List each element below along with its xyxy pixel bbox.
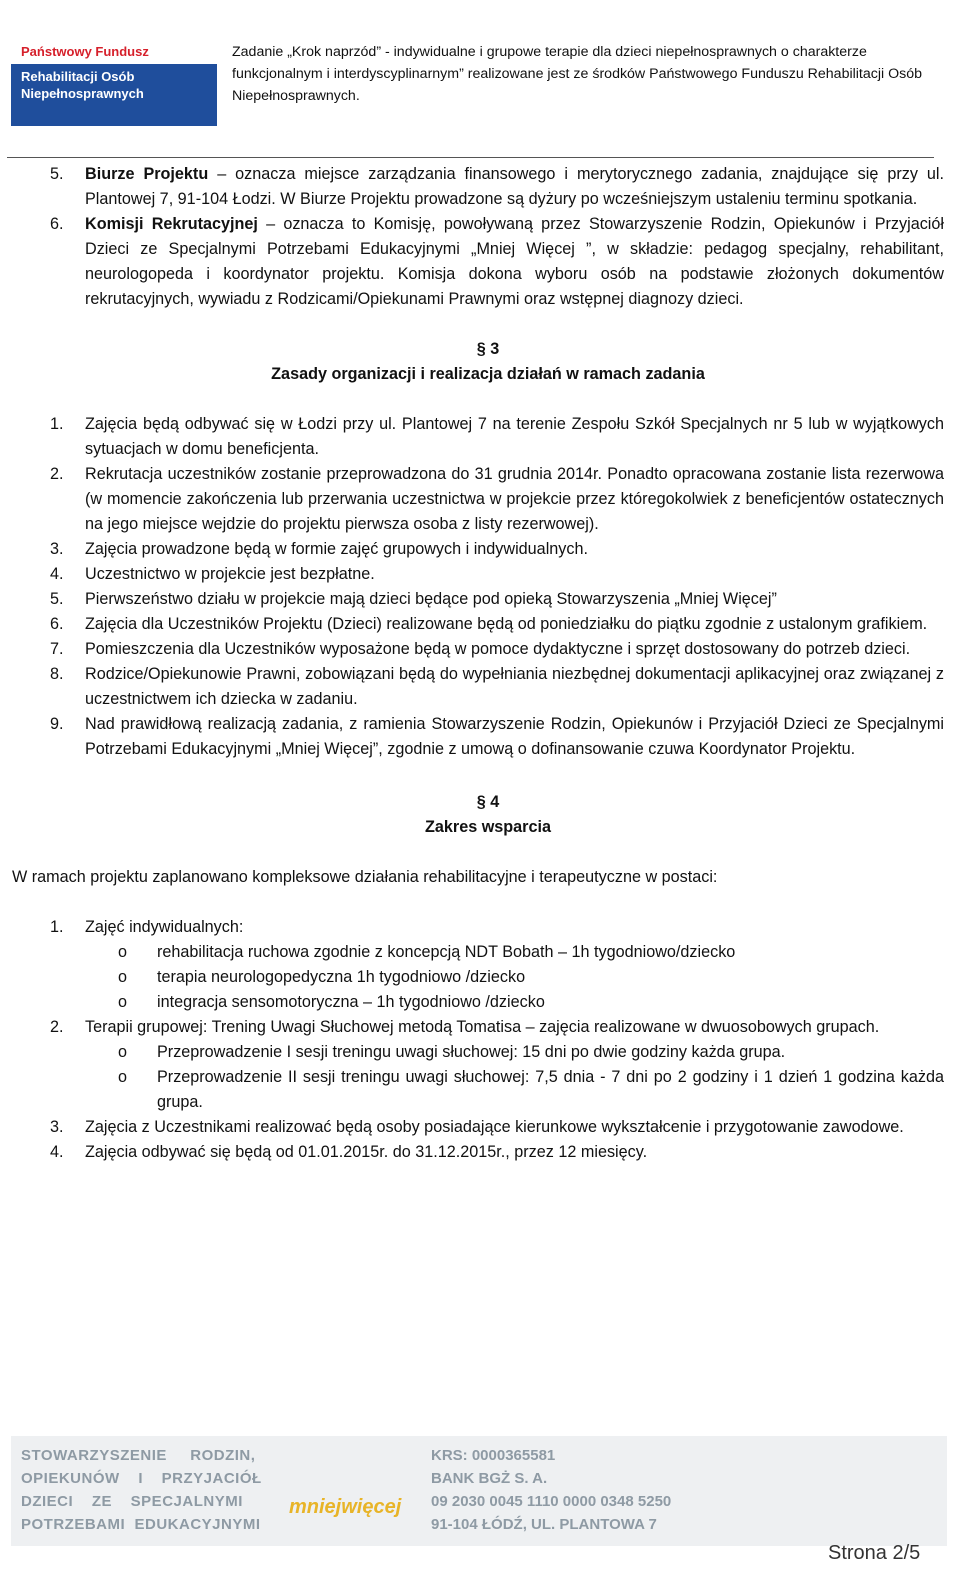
list-item <box>32 537 944 562</box>
definition-text: – oznacza to Komisję, powoływaną przez Stowarzyszenie Rodzin, Opiekunów i Przyjaciół Dzieci ze Specjalnymi Potrzebami Edukacyjnymi „Mniej Więcej ”, w składzie: pedagog specjalny, rehabilitant, neurologopeda i koordynator projektu. Komisja dokona wyboru osób na podstawie złożonych dokumentów rekrutacyjnych, wywiadu z Rodzicami/Opiekunami Prawnymi oraz wstępnej diagnozy dzieci. <box>85 215 944 308</box>
footer-line: STOWARZYSZENIE RODZIN, <box>21 1447 256 1464</box>
item-text: Zajęcia dla Uczestników Projektu (Dzieci) realizowane będą od poniedziałku do piątku zgodnie z ustalonym grafikiem. <box>85 615 928 633</box>
sub-list-item <box>32 965 944 990</box>
document-body <box>12 162 944 1165</box>
item-text: Zajęcia odbywać się będą od 01.01.2015r. do 31.12.2015r., przez 12 miesięcy. <box>85 1143 648 1161</box>
item-text: Rekrutacja uczestników zostanie przeprowadzona do 31 grudnia 2014r. Ponadto opracowana zostanie lista rezerwowa (w momencie zakończenia lub przerwania uczestnictwa w projekcie przez któregokolwiek z beneficjentów ostatecznych na jego miejsce wejdzie do projektu pierwsza osoba z listy rezerwowej). <box>85 465 944 533</box>
list-item <box>32 412 944 462</box>
footer-line: POTRZEBAMI EDUKACYJNYMI <box>21 1516 261 1533</box>
item-number: 3. <box>50 540 64 558</box>
item-number: 7. <box>50 640 64 658</box>
sub-item-text: rehabilitacja ruchowa zgodnie z koncepcją NDT Bobath – 1h tygodniowo/dziecko <box>157 943 736 961</box>
list-item <box>32 587 944 612</box>
list-item <box>32 1015 944 1040</box>
footer-line: 91-104 ŁÓDŹ, UL. PLANTOWA 7 <box>431 1516 657 1533</box>
item-number: 4. <box>50 565 64 583</box>
logo-title: Państwowy Fundusz <box>21 44 149 59</box>
sub-item-text: integracja sensomotoryczna – 1h tygodniowo /dziecko <box>157 993 545 1011</box>
item-number: 5. <box>50 590 64 608</box>
footer-line: 09 2030 0045 1110 0000 0348 5250 <box>431 1493 672 1510</box>
definition-term: Komisji Rekrutacyjnej <box>85 215 258 233</box>
item-number: 9. <box>50 715 64 733</box>
item-text: Zajęcia z Uczestnikami realizować będą osoby posiadające kierunkowe wykształcenie i przygotowanie zawodowe. <box>85 1118 904 1136</box>
item-number: 6. <box>50 215 64 233</box>
bullet-icon: o <box>118 993 128 1011</box>
logo-subtitle <box>21 68 144 102</box>
list-item <box>32 612 944 637</box>
sub-list-item <box>32 1065 944 1115</box>
list-item <box>32 662 944 712</box>
item-number: 2. <box>50 1018 64 1036</box>
item-number: 5. <box>50 165 64 183</box>
definition-item <box>32 212 944 312</box>
pfron-logo <box>11 6 217 126</box>
sub-item-text: Przeprowadzenie II sesji treningu uwagi słuchowej: 7,5 dnia - 7 dni po 2 godziny i 1 dzień 1 godzina każda grupa. <box>157 1068 944 1111</box>
sub-list-item <box>32 1040 944 1065</box>
footer-line: OPIEKUNÓW I PRZYJACIÓŁ <box>21 1470 262 1487</box>
item-text: Nad prawidłową realizacją zadania, z ramienia Stowarzyszenie Rodzin, Opiekunów i Przyjaciół Dzieci ze Specjalnymi Potrzebami Edukacyjnymi „Mniej Więcej”, zgodnie z umową o dofinansowanie czuwa Koordynator Projektu. <box>85 715 944 758</box>
list-item <box>32 712 944 762</box>
footer-line: BANK BGŻ S. A. <box>431 1470 548 1487</box>
sub-list-item <box>32 990 944 1015</box>
item-text: Zajęcia będą odbywać się w Łodzi przy ul. Plantowej 7 na terenie Zespołu Szkół Specjalnych nr 5 lub w wyjątkowych sytuacjach w domu beneficjenta. <box>85 415 944 458</box>
item-number: 1. <box>50 918 64 936</box>
header-text: Zadanie „Krok naprzód” - indywidualne i grupowe terapie dla dzieci niepełnosprawnych o charakterze funkcjonalnym i interdyscyplinarnym” realizowane jest ze środków Państwowego Funduszu Rehabilitacji Osób Niepełnosprawnych. <box>232 44 922 104</box>
item-text: Zajęć indywidualnych: <box>85 918 244 936</box>
footer-contact <box>431 1444 671 1536</box>
footer-line: DZIECI ZE SPECJALNYMI <box>21 1493 243 1510</box>
section-3-mark: § 3 <box>476 340 500 358</box>
bullet-icon: o <box>118 968 128 986</box>
bullet-icon: o <box>118 1068 128 1086</box>
section-4-intro: W ramach projektu zaplanowano kompleksowe działania rehabilitacyjne i terapeutyczne w postaci: <box>12 868 718 886</box>
item-text: Rodzice/Opiekunowie Prawni, zobowiązani będą do wypełniania niezbędnej dokumentacji aplikacyjnej oraz związanej z uczestnictwem ich dziecka w zadaniu. <box>85 665 944 708</box>
footer-banner <box>11 1436 947 1546</box>
sub-list-item <box>32 940 944 965</box>
list-item <box>32 1115 944 1140</box>
sub-item-text: Przeprowadzenie I sesji treningu uwagi słuchowej: 15 dni po dwie godziny każda grupa. <box>157 1043 786 1061</box>
bullet-icon: o <box>118 1043 128 1061</box>
definition-text: – oznacza miejsce zarządzania finansowego i merytorycznego zadania, znajdujące się przy ul. Plantowej 7, 91-104 Łodzi. W Biurze Projektu prowadzone są dyżury po wcześniejszym ustaleniu terminu spotkania. <box>85 165 944 208</box>
item-number: 1. <box>50 415 64 433</box>
logo-line-2: Niepełnosprawnych <box>21 86 144 101</box>
page-number: Strona 2/5 <box>828 1542 921 1564</box>
item-number: 2. <box>50 465 64 483</box>
header-divider <box>7 157 934 158</box>
sub-item-text: terapia neurologopedyczna 1h tygodniowo /dziecko <box>157 968 526 986</box>
logo-line-1: Rehabilitacji Osób <box>21 69 135 84</box>
item-number: 3. <box>50 1118 64 1136</box>
item-text: Pomieszczenia dla Uczestników wyposażone będą w pomoce dydaktyczne i sprzęt dostosowany do potrzeb dzieci. <box>85 640 911 658</box>
item-number: 8. <box>50 665 64 683</box>
section-3-title: Zasady organizacji i realizacja działań w ramach zadania <box>271 365 705 383</box>
mniej-wiecej-logo: mniejwięcej <box>289 1496 402 1518</box>
item-text: Uczestnictwo w projekcie jest bezpłatne. <box>85 565 375 583</box>
item-number: 6. <box>50 615 64 633</box>
bullet-icon: o <box>118 943 128 961</box>
list-item <box>32 562 944 587</box>
definition-term: Biurze Projektu <box>85 165 209 183</box>
section-4-mark: § 4 <box>476 793 500 811</box>
item-text: Pierwszeństwo działu w projekcie mają dzieci będące pod opieką Stowarzyszenia „Mniej Więcej” <box>85 590 777 608</box>
footer-line: KRS: 0000365581 <box>431 1447 556 1464</box>
item-number: 4. <box>50 1143 64 1161</box>
footer-organization <box>21 1444 262 1536</box>
list-item <box>32 1140 944 1165</box>
definition-item <box>32 162 944 212</box>
section-4-title: Zakres wsparcia <box>425 818 551 836</box>
list-item <box>32 637 944 662</box>
list-item <box>32 915 944 940</box>
list-item <box>32 462 944 537</box>
item-text: Zajęcia prowadzone będą w formie zajęć grupowych i indywidualnych. <box>85 540 588 558</box>
item-text: Terapii grupowej: Trening Uwagi Słuchowej metodą Tomatisa – zajęcia realizowane w dwuosobowych grupach. <box>85 1018 880 1036</box>
